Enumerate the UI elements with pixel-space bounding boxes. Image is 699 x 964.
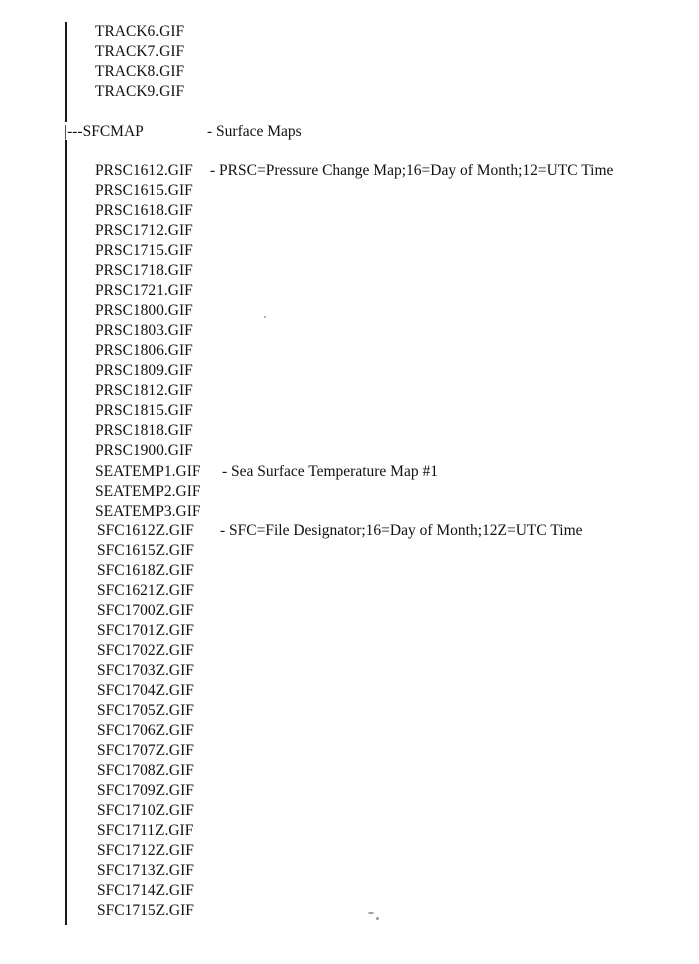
file-name: SFC1612Z.GIF (97, 522, 194, 539)
file-name: SEATEMP3.GIF (95, 503, 201, 520)
file-name: PRSC1809.GIF (95, 362, 193, 379)
file-name: SFC1708Z.GIF (97, 762, 194, 779)
file-name: SFC1713Z.GIF (97, 862, 194, 879)
tree-branch-prefix: |--- (64, 123, 83, 140)
file-name: SFC1714Z.GIF (97, 882, 194, 899)
file-name: PRSC1900.GIF (95, 442, 193, 459)
file-name: SFC1705Z.GIF (97, 702, 194, 719)
folder-label (64, 122, 144, 142)
folder-name: SFCMAP (82, 123, 144, 140)
file-name: PRSC1800.GIF (95, 302, 193, 319)
file-name: SFC1707Z.GIF (97, 742, 194, 759)
file-description: - SFC=File Designator;16=Day of Month;12Z=UTC Time (220, 522, 583, 539)
file-name: SFC1700Z.GIF (97, 602, 194, 619)
file-name: TRACK8.GIF (95, 63, 185, 80)
file-name: PRSC1615.GIF (95, 182, 193, 199)
file-name: SFC1618Z.GIF (97, 562, 194, 579)
folder-description: - Surface Maps (207, 123, 302, 140)
file-name: SFC1710Z.GIF (97, 802, 194, 819)
file-name: SFC1701Z.GIF (97, 622, 194, 639)
file-name: SFC1703Z.GIF (97, 662, 194, 679)
file-name: PRSC1718.GIF (95, 262, 193, 279)
file-name: PRSC1812.GIF (95, 382, 193, 399)
file-name: SFC1709Z.GIF (97, 782, 194, 799)
file-name: TRACK6.GIF (95, 23, 185, 40)
file-name: PRSC1803.GIF (95, 322, 193, 339)
scan-speck (264, 316, 266, 318)
file-name: PRSC1715.GIF (95, 242, 193, 259)
file-name: PRSC1815.GIF (95, 402, 193, 419)
file-name: PRSC1612.GIF (95, 162, 193, 179)
file-description: - PRSC=Pressure Change Map;16=Day of Month;12=UTC Time (210, 162, 614, 179)
file-name: PRSC1806.GIF (95, 342, 193, 359)
file-name: SFC1704Z.GIF (97, 682, 194, 699)
file-name: SFC1711Z.GIF (97, 822, 194, 839)
file-name: SFC1715Z.GIF (97, 902, 194, 919)
file-name: SEATEMP1.GIF (95, 463, 201, 480)
file-name: PRSC1618.GIF (95, 202, 193, 219)
file-name: SFC1712Z.GIF (97, 842, 194, 859)
file-name: SFC1702Z.GIF (97, 642, 194, 659)
file-name: SFC1621Z.GIF (97, 582, 194, 599)
file-name: PRSC1818.GIF (95, 422, 193, 439)
file-name: SFC1615Z.GIF (97, 542, 194, 559)
file-name: SEATEMP2.GIF (95, 483, 201, 500)
file-name: PRSC1712.GIF (95, 222, 193, 239)
scan-speck (376, 917, 379, 920)
scan-speck (368, 912, 374, 914)
file-name: SFC1706Z.GIF (97, 722, 194, 739)
file-name: TRACK7.GIF (95, 43, 185, 60)
tree-connector-main (65, 140, 67, 925)
file-name: TRACK9.GIF (95, 83, 185, 100)
file-name: PRSC1721.GIF (95, 282, 193, 299)
tree-connector-top (65, 22, 67, 122)
file-description: - Sea Surface Temperature Map #1 (222, 463, 438, 480)
